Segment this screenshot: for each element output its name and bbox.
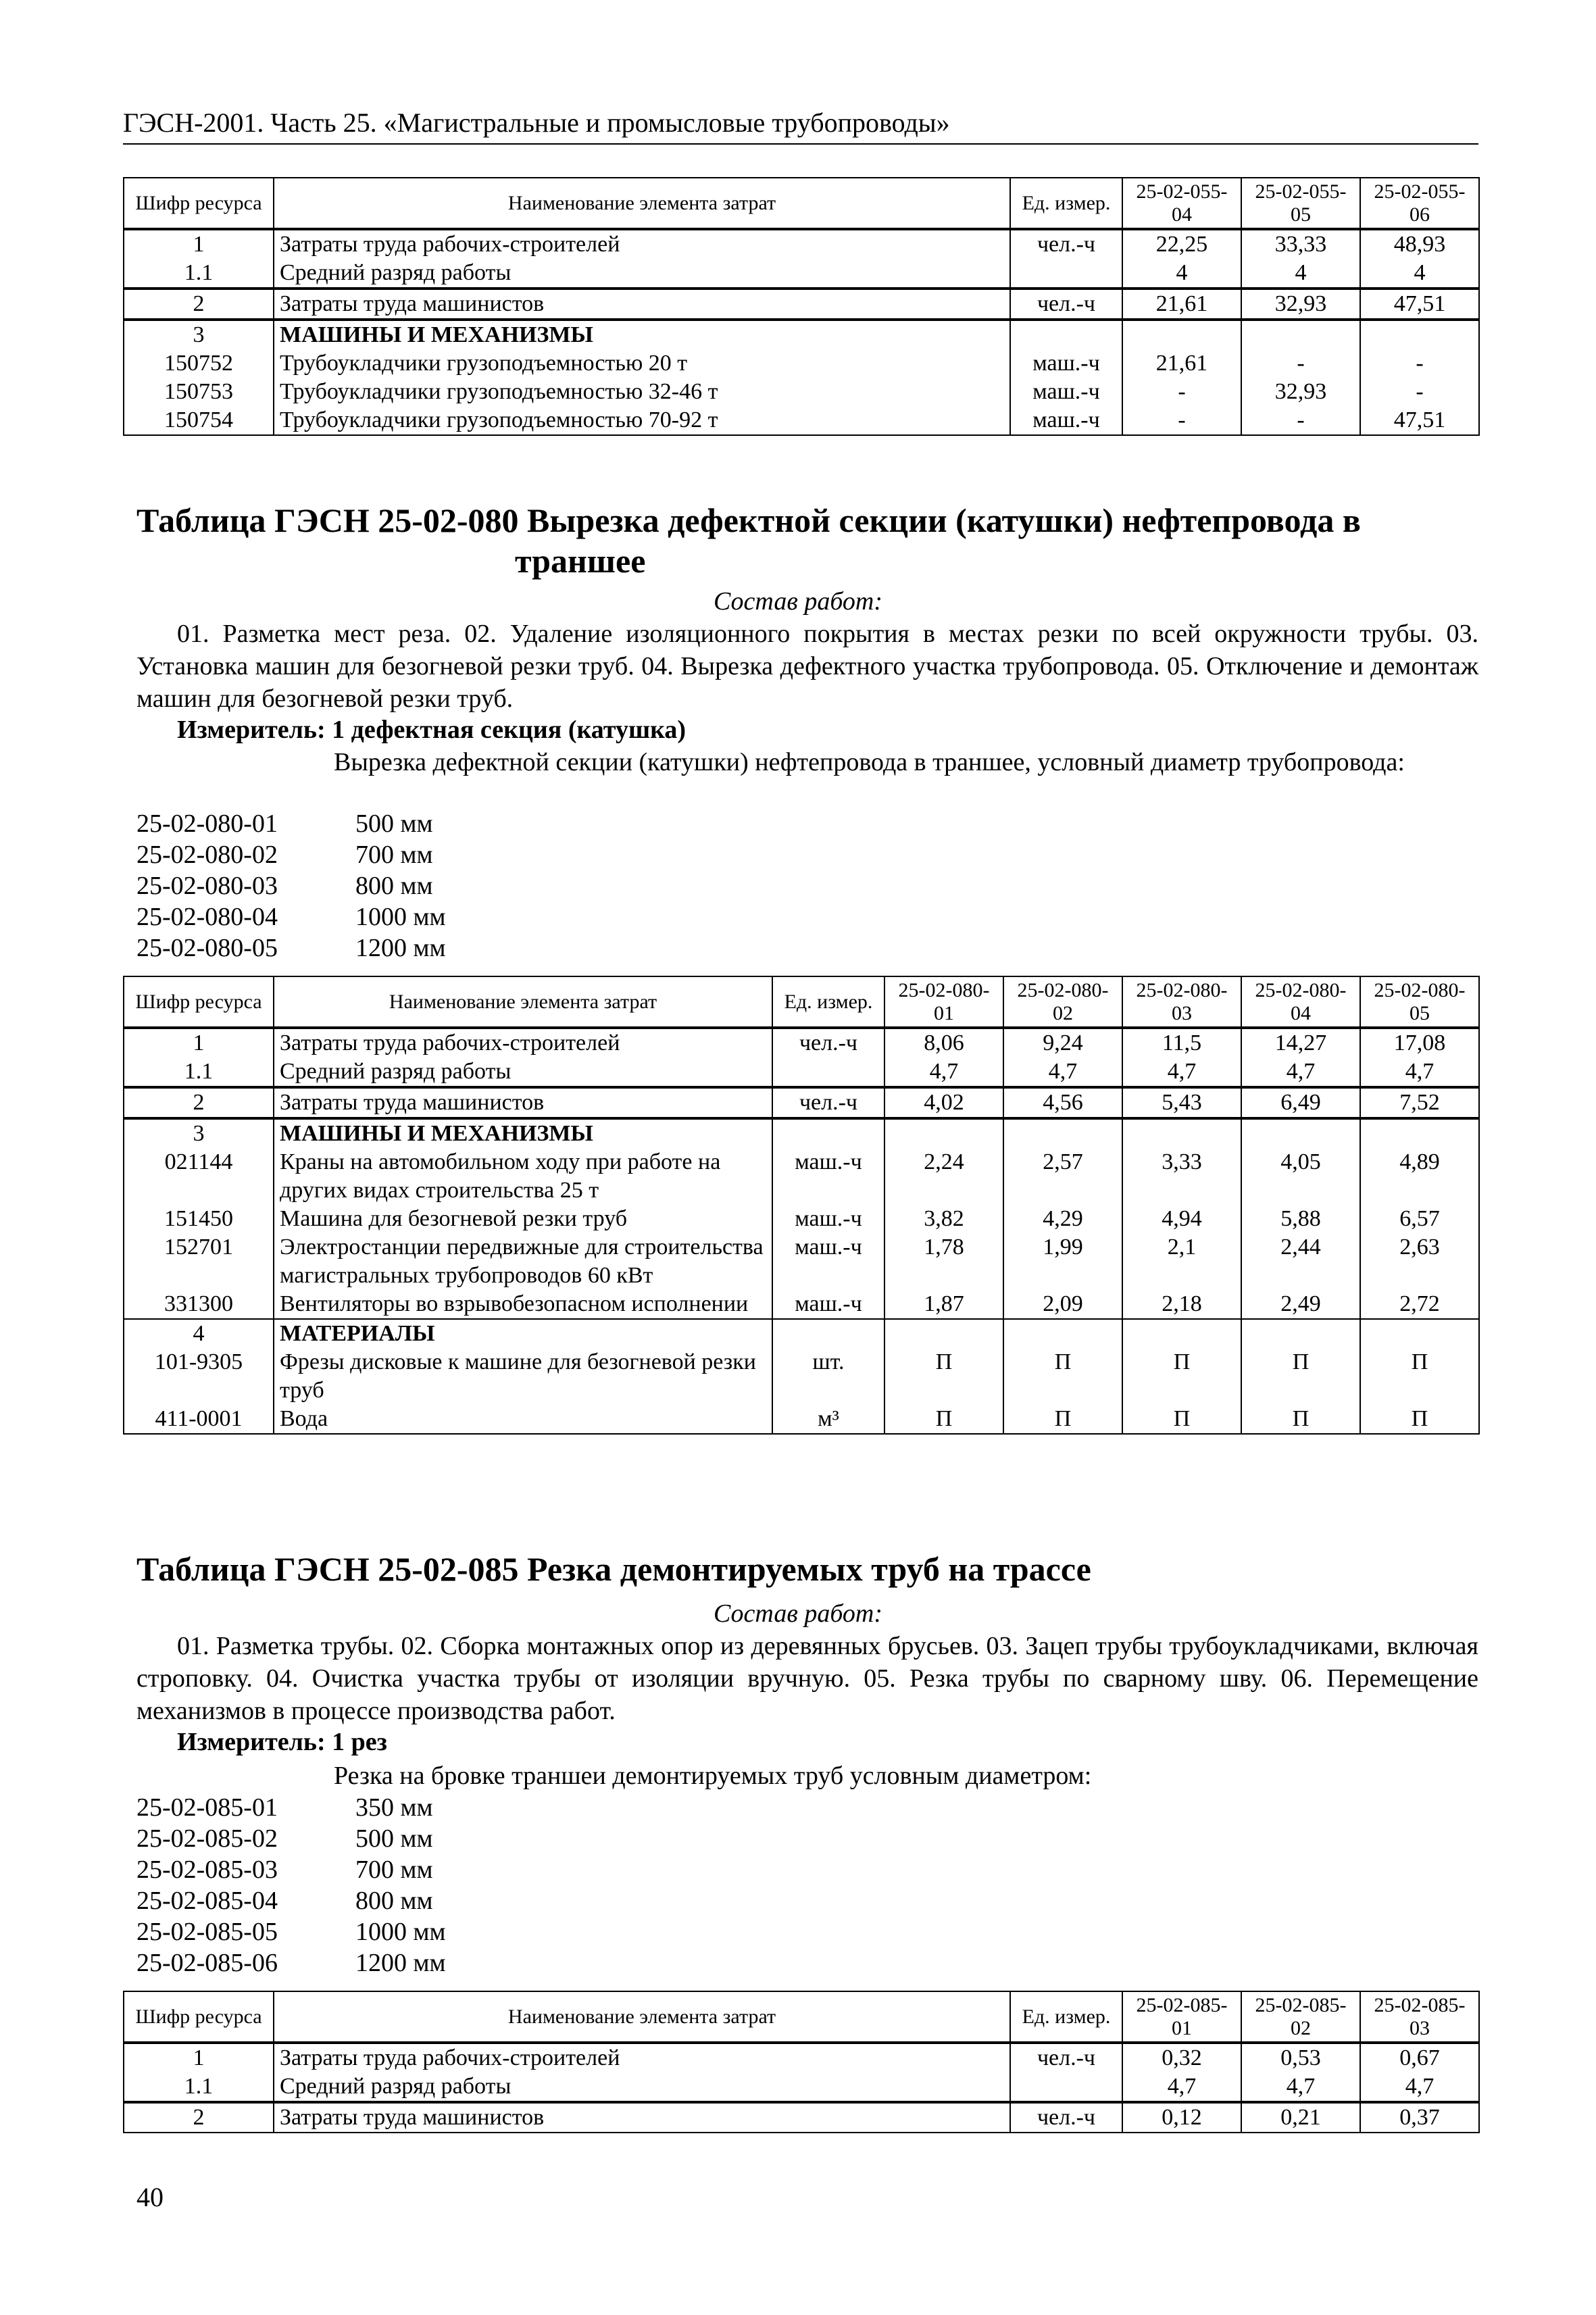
cell-value: 6,57: [1360, 1205, 1479, 1233]
cell-name: Машина для безогневой резки труб: [274, 1205, 772, 1233]
cell-value: 4,02: [884, 1087, 1003, 1118]
cell-value: 0,53: [1241, 2043, 1360, 2072]
cell-value: 1,87: [884, 1290, 1003, 1319]
header-col: 25-02-055-05: [1241, 178, 1360, 229]
cell-name: Затраты труда машинистов: [274, 1087, 772, 1118]
cell-unit: [1010, 259, 1122, 289]
section-title-080: [136, 500, 1420, 581]
table-section-row: [124, 1118, 1479, 1148]
cell-value: 4,7: [1241, 1057, 1360, 1087]
code-list-item: 25-02-085-06 1200 мм: [136, 1949, 446, 1977]
cell-value: 2,57: [1003, 1148, 1122, 1205]
cell-value: 4,29: [1003, 1205, 1122, 1233]
cell-code: 150752: [124, 349, 274, 378]
resource-table-085: [123, 1991, 1480, 2133]
header-col: 25-02-080-03: [1122, 976, 1241, 1028]
section-title-085: Таблица ГЭСН 25-02-085 Резка демонтируемых труб на трассе: [136, 1550, 1091, 1588]
table-row: [124, 289, 1479, 320]
code-list-item: 25-02-080-01 500 мм: [136, 810, 433, 838]
table-row: [124, 1233, 1479, 1290]
cell-name: Вода: [274, 1405, 772, 1434]
header-unit: Ед. измер.: [1010, 178, 1122, 229]
cell-code: 151450: [124, 1205, 274, 1233]
cell-name: Затраты труда машинистов: [274, 2102, 1010, 2133]
cell-name: Средний разряд работы: [274, 1057, 772, 1087]
cell-value: 3,33: [1122, 1148, 1241, 1205]
cell-value: 47,51: [1360, 406, 1479, 435]
measure-unit: Измеритель: 1 дефектная секция (катушка): [177, 716, 687, 744]
cell-value: 47,51: [1360, 289, 1479, 320]
section-heading: МАШИНЫ И МЕХАНИЗМЫ: [274, 320, 1010, 349]
table-row: [124, 2102, 1479, 2133]
cell-value: 32,93: [1241, 289, 1360, 320]
header-col: 25-02-085-02: [1241, 1991, 1360, 2043]
table-description: Вырезка дефектной секции (катушки) нефтепровода в траншее, условный диаметр трубопровода:: [334, 748, 1405, 776]
cell-code: 1: [124, 229, 274, 259]
table-row: [124, 349, 1479, 378]
cell-unit: [772, 1057, 884, 1087]
cell-code: 3: [124, 1118, 274, 1148]
code-list-item: 25-02-085-05 1000 мм: [136, 1918, 446, 1946]
works-paragraph: 01. Разметка трубы. 02. Сборка монтажных опор из деревянных брусьев. 03. Зацеп трубы трубоукладчиками, включая строповку. 04. Очистка участка трубы от изоляции вручную. 05. Резка трубы по сварному шву. 06. Перемещение механизмов в процессе производства работ.: [136, 1632, 1478, 1725]
page-header: ГЭСН-2001. Часть 25. «Магистральные и промысловые трубопроводы»: [123, 107, 1478, 145]
cell-unit: чел.-ч: [1010, 2043, 1122, 2072]
code-list-item: 25-02-085-04 800 мм: [136, 1887, 433, 1915]
section-heading: МАШИНЫ И МЕХАНИЗМЫ: [274, 1118, 772, 1148]
cell-value: 1,99: [1003, 1233, 1122, 1290]
cell-value: 0,32: [1122, 2043, 1241, 2072]
cell-value: 4,7: [1122, 1057, 1241, 1087]
cell-code: 101-9305: [124, 1348, 274, 1405]
cell-code: 1: [124, 2043, 274, 2072]
cell-value: -: [1122, 378, 1241, 406]
cell-value: 4: [1122, 259, 1241, 289]
table-section-row: [124, 320, 1479, 349]
cell-value: 2,18: [1122, 1290, 1241, 1319]
cell-unit: [1010, 2072, 1122, 2102]
cell-value: 2,72: [1360, 1290, 1479, 1319]
cell-code: 331300: [124, 1290, 274, 1319]
cell-value: 9,24: [1003, 1028, 1122, 1057]
cell-unit: чел.-ч: [1010, 289, 1122, 320]
cell-value: 2,44: [1241, 1233, 1360, 1290]
cell-code: 1.1: [124, 259, 274, 289]
resource-table-055: [123, 177, 1480, 436]
table-row: [124, 2072, 1479, 2102]
header-col: 25-02-080-02: [1003, 976, 1122, 1028]
cell-value: П: [1360, 1405, 1479, 1434]
table-row: [124, 1405, 1479, 1434]
cell-code: 021144: [124, 1148, 274, 1205]
code-list-item: 25-02-085-01 350 мм: [136, 1793, 433, 1822]
table-row: [124, 1290, 1479, 1319]
header-col: 25-02-080-01: [884, 976, 1003, 1028]
cell-value: 48,93: [1360, 229, 1479, 259]
cell-unit: чел.-ч: [1010, 229, 1122, 259]
cell-value: П: [1122, 1348, 1241, 1405]
table-header-row: [124, 1991, 1479, 2043]
cell-value: 32,93: [1241, 378, 1360, 406]
header-col: 25-02-080-04: [1241, 976, 1360, 1028]
table-row: [124, 229, 1479, 259]
table-row: [124, 1148, 1479, 1205]
header-code: Шифр ресурса: [124, 1991, 274, 2043]
resource-table-080: [123, 976, 1480, 1435]
cell-value: 6,49: [1241, 1087, 1360, 1118]
cell-value: П: [1003, 1348, 1122, 1405]
cell-code: 2: [124, 289, 274, 320]
cell-value: 21,61: [1122, 289, 1241, 320]
section-heading: МАТЕРИАЛЫ: [274, 1319, 772, 1348]
cell-value: 5,43: [1122, 1087, 1241, 1118]
cell-value: 0,21: [1241, 2102, 1360, 2133]
cell-code: 1.1: [124, 2072, 274, 2102]
cell-value: 4: [1360, 259, 1479, 289]
code-list: [136, 808, 446, 964]
cell-value: 4,7: [1241, 2072, 1360, 2102]
page-number: 40: [136, 2182, 164, 2212]
cell-value: 11,5: [1122, 1028, 1241, 1057]
table-row: [124, 406, 1479, 435]
header-col: 25-02-055-06: [1360, 178, 1479, 229]
cell-unit: чел.-ч: [772, 1087, 884, 1118]
cell-value: 21,61: [1122, 349, 1241, 378]
cell-code: 2: [124, 2102, 274, 2133]
cell-value: 22,25: [1122, 229, 1241, 259]
cell-name: Затраты труда машинистов: [274, 289, 1010, 320]
cell-code: 2: [124, 1087, 274, 1118]
cell-value: -: [1241, 406, 1360, 435]
table-row: [124, 1087, 1479, 1118]
code-list-item: 25-02-080-03 800 мм: [136, 872, 433, 900]
cell-name: Электростанции передвижные для строительства магистральных трубопроводов 60 кВт: [274, 1233, 772, 1290]
cell-value: 4,94: [1122, 1205, 1241, 1233]
cell-value: 2,1: [1122, 1233, 1241, 1290]
cell-value: 2,63: [1360, 1233, 1479, 1290]
cell-value: 4,7: [884, 1057, 1003, 1087]
code-list-item: 25-02-085-02 500 мм: [136, 1824, 433, 1853]
measure-unit: Измеритель: 1 рез: [177, 1728, 387, 1756]
cell-unit: маш.-ч: [772, 1233, 884, 1290]
cell-code: 1: [124, 1028, 274, 1057]
cell-name: Краны на автомобильном ходу при работе на других видах строительства 25 т: [274, 1148, 772, 1205]
cell-name: Затраты труда рабочих-строителей: [274, 229, 1010, 259]
cell-code: 411-0001: [124, 1405, 274, 1434]
cell-value: 3,82: [884, 1205, 1003, 1233]
cell-name: Средний разряд работы: [274, 2072, 1010, 2102]
cell-value: 4,89: [1360, 1148, 1479, 1205]
code-list-item: 25-02-085-03 700 мм: [136, 1856, 433, 1884]
code-list-item: 25-02-080-02 700 мм: [136, 841, 433, 869]
cell-code: 1.1: [124, 1057, 274, 1087]
cell-value: -: [1122, 406, 1241, 435]
header-unit: Ед. измер.: [772, 976, 884, 1028]
table-row: [124, 1205, 1479, 1233]
table-header-row: [124, 976, 1479, 1028]
cell-code: 150754: [124, 406, 274, 435]
table-row: [124, 378, 1479, 406]
cell-value: 2,49: [1241, 1290, 1360, 1319]
cell-unit: маш.-ч: [772, 1148, 884, 1205]
header-code: Шифр ресурса: [124, 976, 274, 1028]
table-description: Резка на бровке траншеи демонтируемых труб условным диаметром:: [334, 1762, 1092, 1790]
header-col: 25-02-055-04: [1122, 178, 1241, 229]
cell-unit: чел.-ч: [1010, 2102, 1122, 2133]
sostav-label: Состав работ:: [713, 1599, 883, 1628]
code-list: [136, 1792, 446, 1978]
table-row: [124, 259, 1479, 289]
cell-unit: маш.-ч: [1010, 349, 1122, 378]
sostav-label: Состав работ:: [713, 587, 883, 616]
cell-value: 5,88: [1241, 1205, 1360, 1233]
header-col: 25-02-085-03: [1360, 1991, 1479, 2043]
works-paragraph: 01. Разметка мест реза. 02. Удаление изоляционного покрытия в местах резки по всей окружности трубы. 03. Установка машин для безогневой резки труб. 04. Вырезка дефектного участка трубопровода. 05. Отключение и демонтаж машин для безогневой резки труб.: [136, 620, 1478, 713]
cell-name: Трубоукладчики грузоподъемностью 70-92 т: [274, 406, 1010, 435]
cell-value: -: [1360, 349, 1479, 378]
header-name: Наименование элемента затрат: [274, 976, 772, 1028]
cell-value: 2,24: [884, 1148, 1003, 1205]
header-col: 25-02-085-01: [1122, 1991, 1241, 2043]
header-code: Шифр ресурса: [124, 178, 274, 229]
cell-value: П: [1241, 1348, 1360, 1405]
cell-unit: маш.-ч: [772, 1205, 884, 1233]
cell-value: 4,05: [1241, 1148, 1360, 1205]
cell-code: 152701: [124, 1233, 274, 1290]
cell-unit: чел.-ч: [772, 1028, 884, 1057]
table-header-row: [124, 178, 1479, 229]
cell-value: -: [1241, 349, 1360, 378]
cell-value: -: [1360, 378, 1479, 406]
cell-value: 17,08: [1360, 1028, 1479, 1057]
cell-value: 0,67: [1360, 2043, 1479, 2072]
cell-value: 4,7: [1003, 1057, 1122, 1087]
title-line: Таблица ГЭСН 25-02-080 Вырезка дефектной секции (катушки) нефтепровода в: [136, 501, 1361, 539]
cell-value: 1,78: [884, 1233, 1003, 1290]
cell-value: 7,52: [1360, 1087, 1479, 1118]
cell-value: 4: [1241, 259, 1360, 289]
cell-value: 4,7: [1360, 2072, 1479, 2102]
code-list-item: 25-02-080-05 1200 мм: [136, 934, 446, 962]
cell-name: Фрезы дисковые к машине для безогневой резки труб: [274, 1348, 772, 1405]
table-section-row: [124, 1319, 1479, 1348]
cell-value: П: [884, 1348, 1003, 1405]
table-row: [124, 1028, 1479, 1057]
cell-unit: шт.: [772, 1348, 884, 1405]
cell-name: Средний разряд работы: [274, 259, 1010, 289]
cell-value: 0,12: [1122, 2102, 1241, 2133]
table-row: [124, 2043, 1479, 2072]
cell-value: 33,33: [1241, 229, 1360, 259]
cell-name: Трубоукладчики грузоподъемностью 32-46 т: [274, 378, 1010, 406]
cell-value: 4,56: [1003, 1087, 1122, 1118]
cell-unit: маш.-ч: [772, 1290, 884, 1319]
cell-code: 150753: [124, 378, 274, 406]
cell-value: П: [1241, 1405, 1360, 1434]
header-col: 25-02-080-05: [1360, 976, 1479, 1028]
table-row: [124, 1057, 1479, 1087]
title-line: траншее: [515, 542, 646, 580]
cell-unit: маш.-ч: [1010, 406, 1122, 435]
cell-value: 2,09: [1003, 1290, 1122, 1319]
cell-code: 3: [124, 320, 274, 349]
cell-name: Вентиляторы во взрывобезопасном исполнении: [274, 1290, 772, 1319]
header-name: Наименование элемента затрат: [274, 1991, 1010, 2043]
cell-unit: маш.-ч: [1010, 378, 1122, 406]
cell-value: 0,37: [1360, 2102, 1479, 2133]
cell-value: 14,27: [1241, 1028, 1360, 1057]
cell-value: П: [1122, 1405, 1241, 1434]
code-list-item: 25-02-080-04 1000 мм: [136, 903, 446, 931]
cell-name: Затраты труда рабочих-строителей: [274, 1028, 772, 1057]
cell-value: П: [1003, 1405, 1122, 1434]
cell-value: 4,7: [1122, 2072, 1241, 2102]
cell-value: П: [884, 1405, 1003, 1434]
cell-value: П: [1360, 1348, 1479, 1405]
cell-code: 4: [124, 1319, 274, 1348]
header-name: Наименование элемента затрат: [274, 178, 1010, 229]
cell-value: 8,06: [884, 1028, 1003, 1057]
cell-name: Трубоукладчики грузоподъемностью 20 т: [274, 349, 1010, 378]
table-row: [124, 1348, 1479, 1405]
cell-name: Затраты труда рабочих-строителей: [274, 2043, 1010, 2072]
cell-value: 4,7: [1360, 1057, 1479, 1087]
header-unit: Ед. измер.: [1010, 1991, 1122, 2043]
cell-unit: м³: [772, 1405, 884, 1434]
